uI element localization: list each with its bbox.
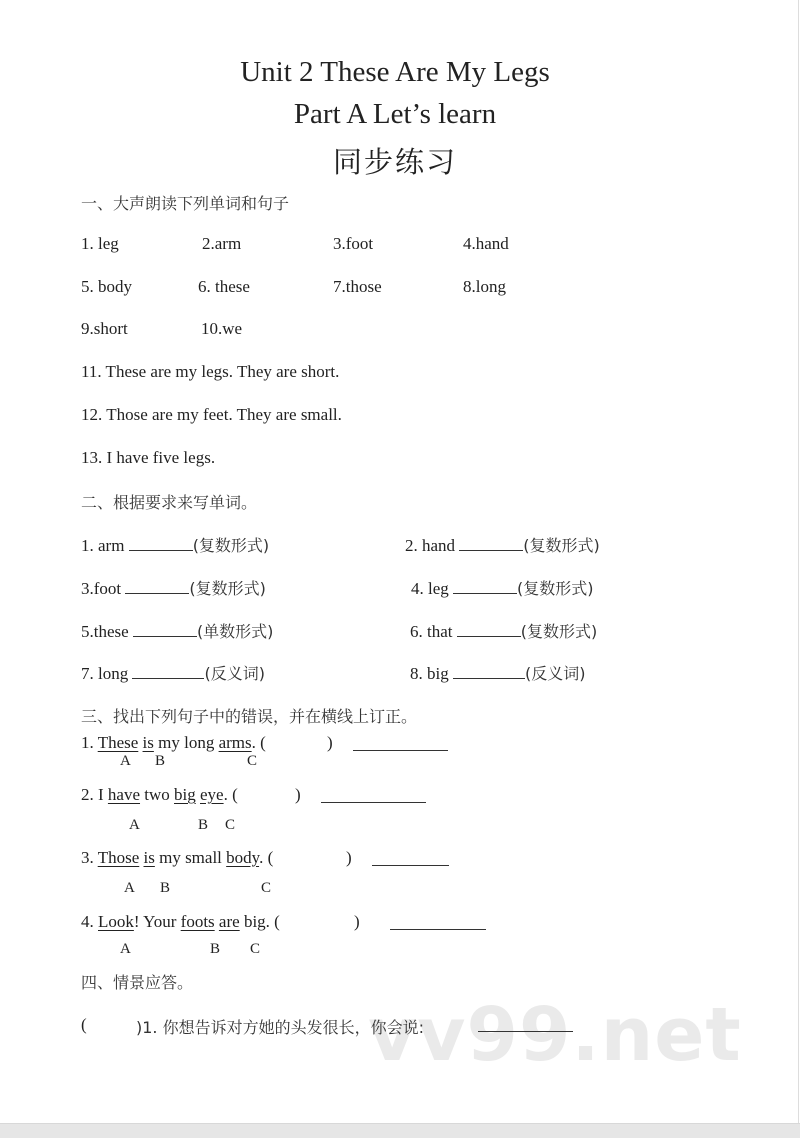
section3-heading: 三、找出下列句子中的错误，并在横线上订正。 <box>81 707 418 726</box>
section1-heading: 一、大声朗读下列单词和句子 <box>81 194 290 213</box>
word-item: 3.foot <box>333 234 374 253</box>
answer-blank[interactable] <box>459 536 523 551</box>
page-bottom-edge <box>0 1123 800 1138</box>
word-form-item: 7. long (反义词) <box>81 664 265 683</box>
sentence-item: 13. I have five legs. <box>81 448 216 467</box>
word-item: 6. these <box>198 277 250 296</box>
watermark: vv99.net <box>368 992 742 1078</box>
answer-blank[interactable] <box>372 851 449 866</box>
error-question: 1. These is my long arms. ( <box>81 733 266 752</box>
word-item: 1. leg <box>81 234 119 253</box>
word-form-item: 8. big (反义词) <box>410 664 586 683</box>
paren-open: ( <box>81 1015 87 1034</box>
error-question: 4. Look! Your foots are big. ( <box>81 912 280 931</box>
answer-blank[interactable] <box>453 664 525 679</box>
answer-blank[interactable] <box>478 1017 573 1032</box>
answer-blank[interactable] <box>125 579 189 594</box>
word-item: 2.arm <box>202 234 242 253</box>
answer-blank[interactable] <box>457 622 521 637</box>
sentence-item: 12. Those are my feet. They are small. <box>81 405 342 424</box>
sentence-item: 11. These are my legs. They are short. <box>81 362 340 381</box>
word-form-item: 2. hand (复数形式) <box>405 536 600 555</box>
word-item: 5. body <box>81 277 132 296</box>
section2-heading: 二、根据要求来写单词。 <box>81 493 258 512</box>
doc-subtitle: Part A Let’s learn <box>293 98 497 130</box>
paren-close: ) <box>295 785 301 804</box>
answer-blank[interactable] <box>129 536 193 551</box>
word-form-item: 5.these (单数形式) <box>81 622 274 641</box>
answer-blank[interactable] <box>321 788 426 803</box>
word-form-item: 4. leg (复数形式) <box>411 579 594 598</box>
answer-blank[interactable] <box>453 579 517 594</box>
paren-close: ) <box>346 848 352 867</box>
paren-close: ) <box>354 912 360 931</box>
section4-heading: 四、情景应答。 <box>81 973 194 992</box>
word-form-item: 6. that (复数形式) <box>410 622 598 641</box>
word-item: 7.those <box>333 277 382 296</box>
answer-blank[interactable] <box>390 915 486 930</box>
word-item: 4.hand <box>463 234 509 253</box>
answer-blank[interactable] <box>133 622 197 637</box>
paren-close: ) <box>327 733 333 752</box>
word-item: 8.long <box>463 277 506 296</box>
document-page: Unit 2 These Are My Legs Part A Let’s learn 同步练习 一、大声朗读下列单词和句子 1. leg 2.arm 3.foot 4.hand 5. body 6. these 7.those 8.long 9.short 10.we 11. These are my legs. They are short. 12. Those are my feet. They are small. 13. I have five legs. 二、根据要求来写单词。 1. arm (复数形式) 2. hand (复数形式) 3.foot (复数形式) 4. leg (复数形式) 5.these (单数形式) 6. that (复数形式) 7. long (反义词) 8. big (反义词) 三、找出下列句子中的错误，并在横线上订正。 1. These is my long arms. ( ) A B C 2. I have two big eye. ( ) A B C 3. Those is my small body. ( ) A B C 4. Look! Your foots are big. ( ) A B C 四、情景应答。 vv99.net ( )1. 你想告诉对方她的头发很长，你会说: <box>0 0 799 1123</box>
doc-subtitle-cn: 同步练习 <box>332 145 457 179</box>
error-question: 2. I have two big eye. ( <box>81 785 238 804</box>
word-item: 9.short <box>81 319 128 338</box>
error-question: 3. Those is my small body. ( <box>81 848 274 867</box>
word-form-item: 3.foot (复数形式) <box>81 579 266 598</box>
answer-blank[interactable] <box>132 664 204 679</box>
answer-blank[interactable] <box>353 736 448 751</box>
word-form-item: 1. arm (复数形式) <box>81 536 270 555</box>
situation-question: )1. 你想告诉对方她的头发很长，你会说: <box>136 1018 424 1037</box>
word-item: 10.we <box>201 319 243 338</box>
doc-title: Unit 2 These Are My Legs <box>240 56 550 88</box>
